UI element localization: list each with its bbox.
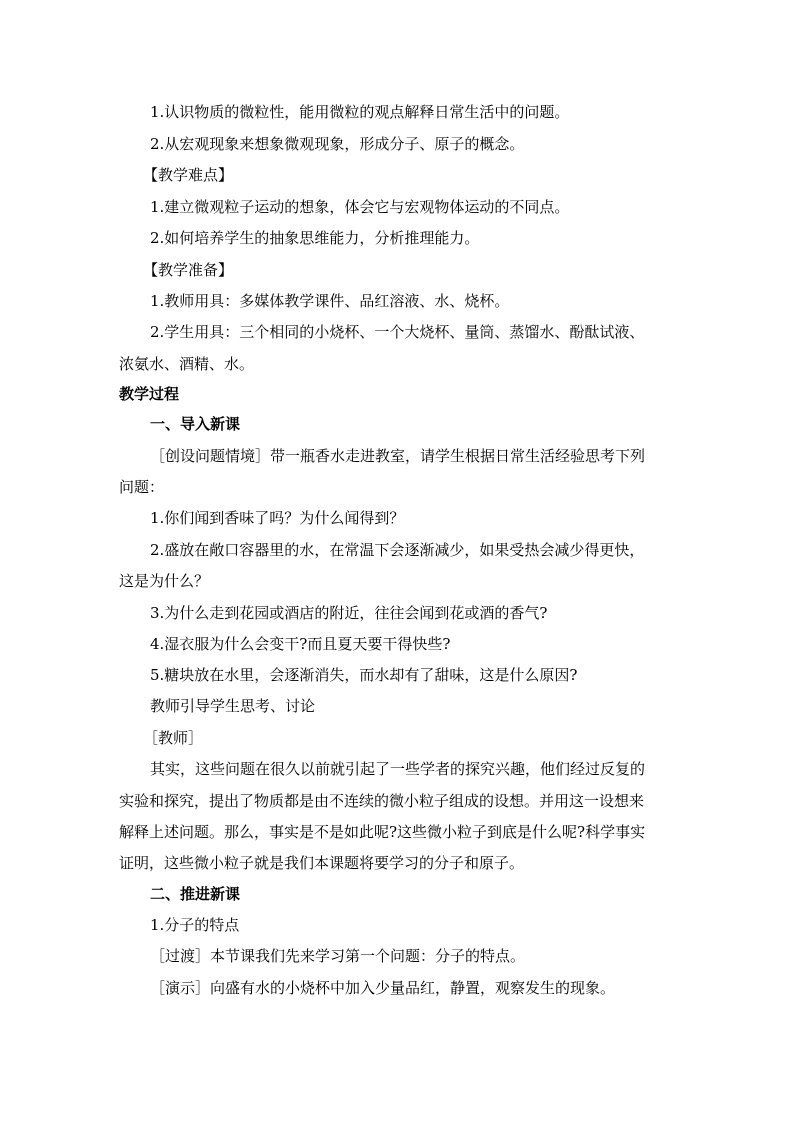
- demonstration-line: ［演示］向盛有水的小烧杯中加入少量品红，静置，观察发生的现象。: [150, 979, 616, 997]
- question-2-cont: 这是为什么？: [119, 572, 210, 590]
- intro-scenario-line-1: ［创设问题情境］带一瓶香水走进教室，请学生根据日常生活经验思考下列: [150, 447, 646, 465]
- preparation-line-2-cont: 浓氨水、酒精、水。: [119, 355, 255, 373]
- teacher-text-line-2: 实验和探究，提出了物质都是由不连续的微小粒子组成的设想。并用这一设想来: [119, 792, 645, 810]
- preparation-line-1: 1.教师用具：多媒体教学课件、品红溶液、水、烧杯。: [150, 292, 510, 310]
- question-4: 4.湿衣服为什么会变干?而且夏天要干得快些?: [150, 635, 451, 653]
- question-5: 5.糖块放在水里，会逐渐消失，而水却有了甜味，这是什么原因?: [150, 666, 578, 684]
- section-heading-process: 教学过程: [119, 385, 180, 403]
- subsection-heading-new-lesson: 二、推进新课: [150, 885, 241, 903]
- difficulty-line-1: 1.建立微观粒子运动的想象，体会它与宏观物体运动的不同点。: [150, 198, 570, 216]
- teacher-text-line-3: 解释上述问题。那么，事实是不是如此呢?这些微小粒子到底是什么呢?科学事实: [119, 823, 646, 841]
- transition-line: ［过渡］本节课我们先来学习第一个问题：分子的特点。: [150, 947, 526, 965]
- teacher-text-line-4: 证明，这些微小粒子就是我们本课题将要学习的分子和原子。: [119, 854, 525, 872]
- difficulty-line-2: 2.如何培养学生的抽象思维能力，分析推理能力。: [150, 229, 480, 247]
- subsection-heading-intro: 一、导入新课: [150, 415, 241, 433]
- objective-line-1: 1.认识物质的微粒性，能用微粒的观点解释日常生活中的问题。: [150, 103, 570, 121]
- question-1: 1.你们闻到香味了吗？为什么闻得到？: [150, 509, 405, 527]
- topic-molecule-features: 1.分子的特点: [150, 916, 240, 934]
- teacher-text-line-1: 其实，这些问题在很久以前就引起了一些学者的探究兴趣，他们经过反复的: [150, 760, 646, 778]
- intro-scenario-line-2: 问题：: [119, 478, 165, 496]
- teacher-guidance: 教师引导学生思考、讨论: [150, 697, 316, 715]
- question-3: 3.为什么走到花园或酒店的附近，往往会闻到花或酒的香气?: [150, 604, 548, 622]
- question-2: 2.盛放在敞口容器里的水，在常温下会逐渐减少，如果受热会减少得更快，: [150, 541, 645, 559]
- section-heading-preparation: 【教学准备】: [143, 261, 234, 279]
- section-heading-difficulties: 【教学难点】: [143, 166, 234, 184]
- objective-line-2: 2.从宏观现象来想象微观现象，形成分子、原子的概念。: [150, 135, 525, 153]
- teacher-label: ［教师］: [143, 729, 204, 747]
- preparation-line-2: 2.学生用具：三个相同的小烧杯、一个大烧杯、量筒、蒸馏水、酚酞试液、: [150, 323, 645, 341]
